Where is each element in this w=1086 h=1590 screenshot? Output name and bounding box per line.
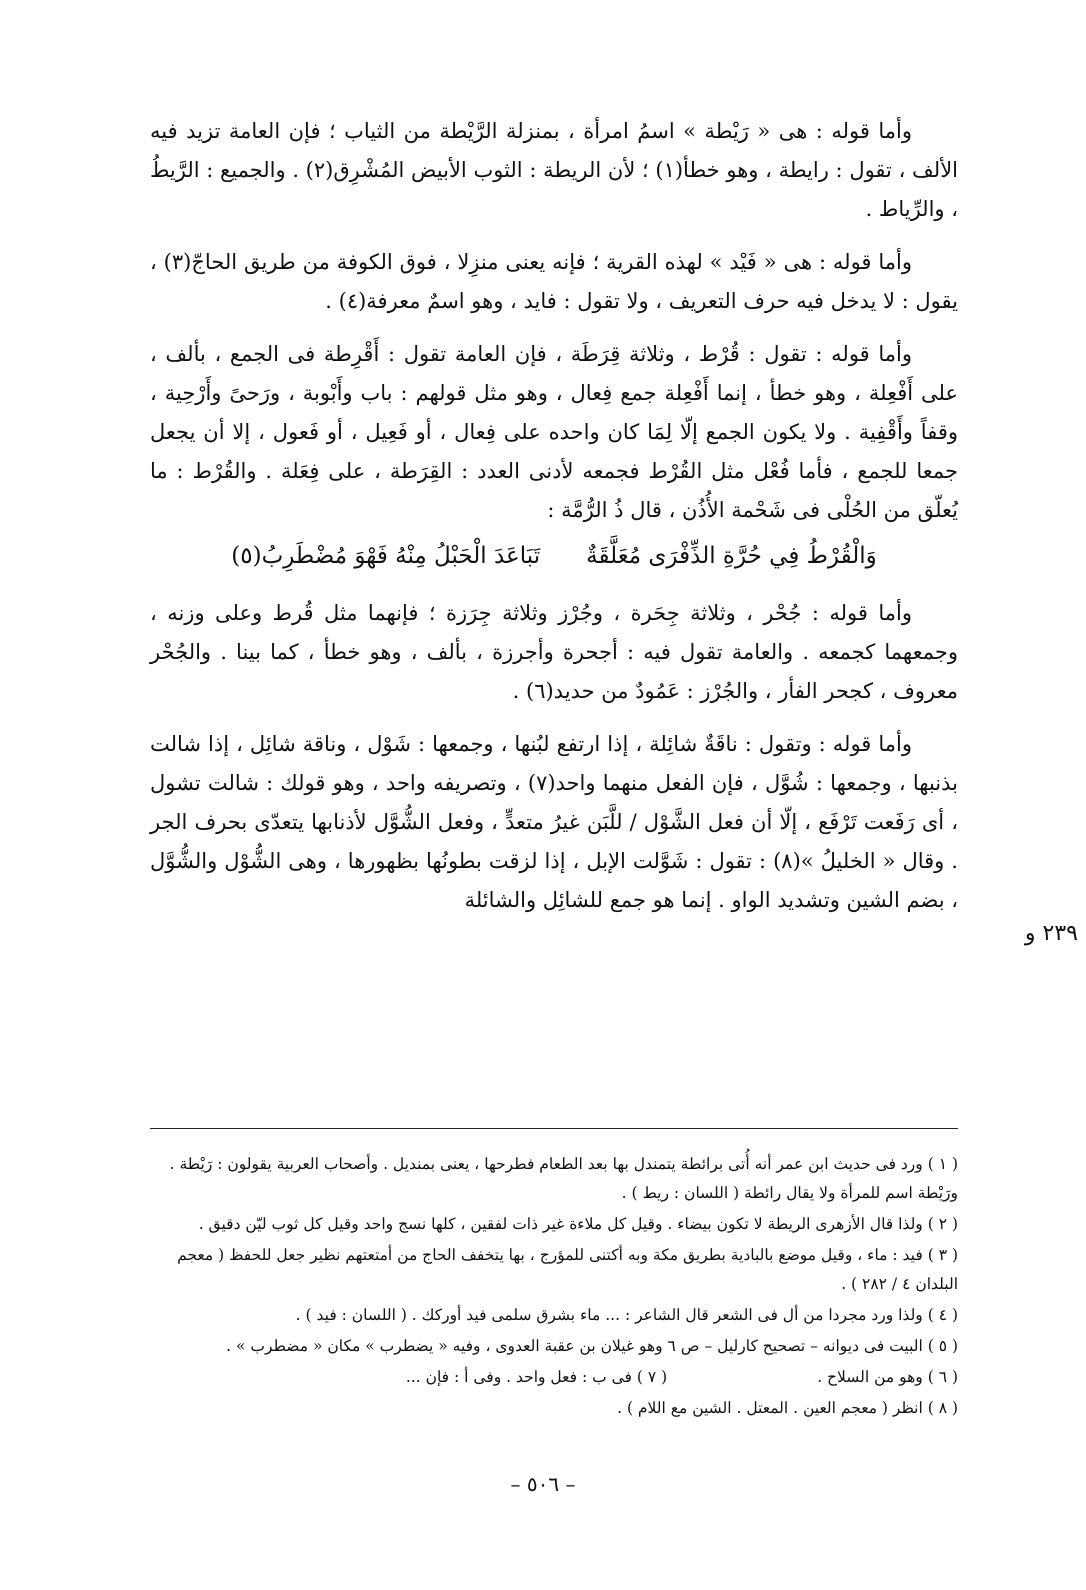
footnote-8: ( ٨ ) انظر ( معجم العين . المعتل . الشين مع اللام ) . [617, 1399, 958, 1417]
paragraph-raytah: وأما قوله : هى « رَيْطة » اسمُ امرأة ، بمنزلة الرَّيْطة من الثياب ؛ فإن العامة تزيد فيه الألف ، تقول : رايطة ، وهو خطأ(١) ؛ لأن الريطة : الثوب الأبيض المُشْرِق(٢) . والجميع : الرَّيطُ ، والرِّياط . [150, 119, 958, 221]
footnotes [150, 1150, 958, 1425]
main-text [150, 112, 958, 934]
footnote-4: ( ٤ ) ولذا ورد مجردا من أل فى الشعر قال الشاعر : ... ماء بشرق سلمى فيد أوركك . ( اللسان : فيد ) . [295, 1306, 958, 1324]
footnote-7: ( ٧ ) فى ب : فعل واحد . وفى أ : فإن ... [405, 1368, 668, 1386]
footnote-2: ( ٢ ) ولذا قال الأزهرى الريطة لا تكون بيضاء . وقيل كل ملاءة غير ذات لفقين ، كلها نسج واحد وقيل كل ثوب ليّن دقيق . [198, 1215, 958, 1233]
footnote-5: ( ٥ ) البيت فى ديوانه – تصحيح كارليل – ص ٦ وهو غيلان بن عقبة العدوى ، وفيه « يضطرب » مكان « مضطرب » . [226, 1337, 958, 1355]
verse-first-hemistich: وَالْقُرْطُ فِي حُرَّةِ الذِّفْرَى مُعَلَّقَةٌ [586, 543, 877, 569]
paragraph-fayd: وأما قوله : هى « فَيْد » لهذه القرية ؛ فإنه يعنى منزِلا ، فوق الكوفة من طريق الحاجّ(٣) ، يقول : لا يدخل فيه حرف التعريف ، ولا تقول : فايد ، وهو اسمٌ معرفة(٤) . [150, 250, 958, 313]
footnote-1: ( ١ ) ورد فى حديث ابن عمر أنه أُتى برائطة يتمندل بها بعد الطعام فطرحها ، يعنى بمنديل . وأصحاب العربية يقولون : رَيْطة . ورَيْطة اسم للمرأة ولا يقال رائطة ( اللسان : ريط ) . [169, 1155, 958, 1202]
verse-second-hemistich: تَبَاعَدَ الْحَبْلُ مِنْهُ فَهْوَ مُضْطَرِبُ(٥) [231, 543, 541, 569]
footnote-pair [150, 1363, 958, 1392]
paragraph-shail: وأما قوله : وتقول : ناقَةٌ شائِلة ، إذا ارتفع لبُنها ، وجمعها : شَوْل ، وناقة شائِل ، إذا شالت بذنبها ، وجمعها : شُوَّل ، فإن الفعل منهما واحد(٧) ، وتصريفه واحد ، وهو قولك : شالت تشول ، أى رَفَعت تَرْفَع ، إلّا أن فعل الشَّوْل / للَّبَن غيرُ متعدٍّ ، وفعل الشُّوَّل لأذنابها يتعدّى بحرف الجر . وقال « الخليلُ »(٨) : تقول : شَوَّلت الإبل ، إذا لزقت بطونُها بظهورها ، وهى الشُّوْل والشُّوَّل ، بضم الشين وتشديد الواو . إنما هو جمع للشائِل والشائلة [150, 732, 958, 912]
footnote-separator [150, 1128, 958, 1129]
footnote-3: ( ٣ ) فيد : ماء ، وقيل موضع بالبادية بطريق مكة وبه أكتنى للمؤرج ، بها يتخفف الحاج من أمتعتهم نظير جعل للحفظ ( معجم البلدان ٤ / ٢٨٢ ) . [177, 1246, 958, 1293]
footnote-6: ( ٦ ) وهو من السلاح . [817, 1368, 958, 1386]
page-number: – ٥٠٦ – [510, 1472, 576, 1496]
paragraph-juhr: وأما قوله : جُحْر ، وثلاثة جِحَرة ، وجُرْز وثلاثة جِرَزة ؛ فإنهما مثل قُرط وعلى وزنه ، وجمعهما كجمعه . والعامة تقول فيه : أجحرة وأجرزة ، بألف ، وهو خطأ ، كما بينا . والجُحْر معروف ، كجحر الفأر ، والجُرْز : عَمُودٌ من حديد(٦) . [150, 601, 958, 703]
paragraph-qurt: وأما قوله : تقول : قُرْط ، وثلاثة قِرَطَة ، فإن العامة تقول : أَقْرِطة فى الجمع ، بألف ، على أَفْعِلة ، وهو خطأ ، إنما أَفْعِلة جمع فِعال ، وهو مثل قولهم : باب وأَبْوبة ، ورَحىً وأَرْحِية ، وقفاً وأَقْفِية . ولا يكون الجمع إلّا لِمَا كان واحده على فِعال ، أو فَعِيل ، أو فَعول ، إلا أن يجعل جمعا للجمع ، فأما فُعْل مثل القُرْط فجمعه لأدنى العدد : القِرَطة ، على فِعَلة . والقُرْط : ما يُعلّق من الحُلْى فى شَحْمة الأُذُن ، قال ذُ الرُّمَّة : [150, 342, 958, 522]
manuscript-folio-note: ٢٣٩ و [1024, 921, 1078, 946]
poetry-verse [150, 536, 958, 576]
